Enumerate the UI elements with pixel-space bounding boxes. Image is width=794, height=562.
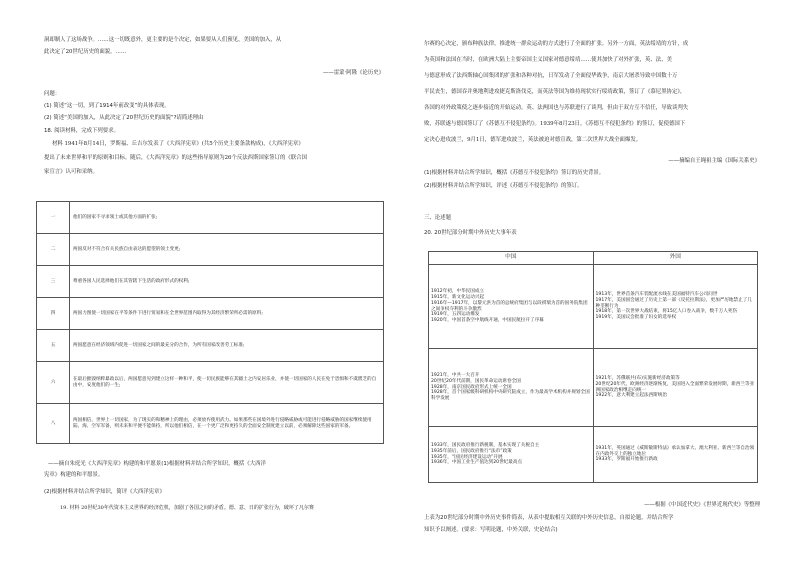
- cn-event: 1919年，五四运动爆发: [431, 312, 480, 318]
- cn-event: 1921年，中共一大召开: [431, 372, 480, 378]
- section-3-heading: 三、论述题: [424, 215, 451, 221]
- fr-event: 1931年，英国通过《威斯敏斯特法》承认加拿大、澳大利亚、新西兰等自治领在内政外交上的独立地位: [595, 445, 755, 457]
- cn-cell: [429, 265, 594, 349]
- fr-event: 1922年，意大利建立起法西斯统治: [595, 393, 667, 399]
- events-row: [429, 349, 758, 427]
- charter-num: 八: [37, 404, 70, 444]
- question-19-1: (1)根据材料并结合所学知识，概括《苏德互不侵犯条约》签订的历史背景。: [424, 170, 605, 176]
- question-20-text-2: 知识予以阐述。(要求：写明论题，中外关联，史论结合): [424, 527, 558, 533]
- fr-cell: [593, 427, 758, 483]
- material-19-line-2: 为英国和法国在当时，在欧洲大陆上主要帝国主义国家对德意绥靖……使其加快了对外扩张，英、法、美: [424, 57, 672, 63]
- fr-event: 1917年，美国国会通过了历史上第一部《反托拉斯法》，更加严厉地禁止了几种垄断行为: [595, 297, 752, 309]
- charter-text: 两国反对不符合有关民族自由表达的愿望的领土变更;: [70, 234, 384, 266]
- material-19-line-6: 败，苏联遂与德国签订了《苏德互不侵犯条约》。1939年8月23日，《苏德互不侵犯条约》的签订，促使德国下: [424, 121, 686, 127]
- material-19-line-3: 与德意形成了法西斯轴心国集团的扩张和各种对抗，日军发动了全面侵华战争，南京大屠杀导致中国数十万: [424, 73, 678, 79]
- cn-event: 1928年，首个国家级科研机构中央研究院成立，作为最高学术机构并规划全国科学发展: [431, 390, 590, 402]
- fr-cell: [593, 349, 758, 427]
- material-18-line-1: 材料 1941年8月14日，罗斯福、丘吉尔发表了《大西洋宪章》(共5个历史主要条款构成)，《大西洋宪章》: [52, 141, 304, 147]
- charter-num: 五: [37, 330, 70, 362]
- charter-row: [37, 234, 384, 266]
- charter-text: 两国相信，世界上一切国家，为了现实的和精神上的理由，必须放弃使用武力。如果那些在国境外进行侵略威胁或可能进行侵略威胁的国家继续使用陆、海、空军军备，则未来和平便不能保持，所以他们相信，在一个更广泛和更持久的全面安全制度建立以前，必须解除这些国家的军备。: [70, 404, 384, 444]
- material-19-source: ——摘编自王绳祖主编《国际关系史》: [668, 158, 760, 164]
- question-19-2: (2)根据材料并结合所学知识，评述《苏德互不侵犯条约》的签订。: [424, 183, 583, 189]
- question-1: (1) 简述“这一切，到了1914年前改变”的具体表现。: [44, 103, 170, 109]
- fr-event: 1921年，苏俄联共(布)实施新经济政策等: [595, 375, 680, 381]
- cn-event: 1916年—1917年，以黎元洪为首的总统府集团与以段祺瑞为首的国务院集团之间争权夺利的斗争激烈: [431, 300, 588, 312]
- cn-event: 1915年，新文化运动兴起: [431, 294, 485, 300]
- question-18: 18. 阅读材料，完成下列要求。: [44, 128, 119, 134]
- charter-text: 他们的国家不寻求领土或其他方面的扩张;: [70, 202, 384, 234]
- cn-event: 1912年初，中华民国成立: [431, 288, 485, 294]
- fr-event: 1913年，世界首条汽车装配流水线在美国福特汽车公司问世: [595, 291, 718, 297]
- cn-event: 20世纪20年代前期，国民革命运动席卷全国: [431, 378, 521, 384]
- charter-source: ——摘自朱庭光《大西洋宪章》构建的和平愿景: [48, 461, 162, 467]
- table-source: ——根据《中国近代史》《世界近现代史》等整理: [644, 502, 760, 508]
- charter-row: [37, 404, 384, 444]
- fr-event: 1918年，第一次世界大战结束，将15亿人口卷入战争，数千万人死伤: [595, 309, 738, 315]
- fr-event: 1933年，罗斯福开始推行新政: [595, 457, 658, 463]
- cn-cell: [429, 427, 594, 483]
- intro-line-1: 洞却制人了这场战争。……这一切既意外，更主要的是个决定，如果要从人们预见，美国的加入，从: [44, 37, 282, 43]
- question-18-2: (2)根据材料并结合所学知识，简评《大西洋宪章》: [44, 489, 165, 495]
- charter-num: 二: [37, 234, 70, 266]
- events-table: [428, 251, 758, 483]
- intro-source: ——雷蒙·阿隆《论历史》: [322, 70, 384, 76]
- fr-event: 1919年，美国议会批准了妇女的选举权: [595, 315, 677, 321]
- cn-event: 1928年，南京国民政府形式上统一全国: [431, 384, 512, 390]
- cn-event: 1935年前后，国民政府推行“法币”政策: [431, 448, 512, 454]
- intro-line-2: 此决定了20世纪历史的面貌。……: [44, 49, 127, 55]
- charter-num: 三: [37, 266, 70, 298]
- material-19-line-7: 定决心进攻波兰，9月1日，德军进攻波兰，英法被迫对德宣战，第二次世界大战全面爆发。: [424, 137, 642, 143]
- cn-event: 1935年，“国民经济建设运动”开展: [431, 454, 503, 460]
- fr-event: 20世纪20年代，欧洲经济逐渐恢复，美国进入全面繁荣发展时期，新西兰等亚洲国家政治相继走向统一: [595, 381, 755, 393]
- question-label: 问题：: [44, 91, 61, 97]
- events-row: [429, 265, 758, 349]
- question-18-1-a: (1)根据材料并结合所学知识，概括《大西洋: [161, 461, 266, 467]
- charter-text: 在最后摧毁纳粹暴政以后，两国愿意见到建立这样一种和平，使一切民族能够在其疆土之内安居乐业，并使一切国家的人民在免于恐惧和不虞匮乏的自由中，安度他们的一生;: [70, 362, 384, 404]
- question-20: 20. 20世纪部分时期中外历史大事年表: [424, 230, 517, 236]
- cn-event: 1920年，中国首条空中航线开通，中国民航拉开了序幕: [431, 318, 544, 324]
- charter-text: 两国愿意在经济领域内促进一切国家之间的最充分的合作，为所有国家改善劳工标准;: [70, 330, 384, 362]
- charter-num: 六: [37, 362, 70, 404]
- question-20-text-1: 上表为20世纪部分时期中外历史事件简表，从表中提取相互关联的中外历史信息，自拟论题，并结合所学: [424, 515, 674, 521]
- charter-num: 一: [37, 202, 70, 234]
- charter-row: [37, 298, 384, 330]
- charter-row: [37, 266, 384, 298]
- header-foreign: 外国: [593, 252, 758, 265]
- question-18-1-b: 宪章》构建的和平愿景。: [44, 472, 104, 478]
- cn-event: 1936年，中国工业生产值达到20世纪最高点: [431, 460, 523, 466]
- charter-text: 两国力图使一切国家在平等条件下进行贸易和在全世界范围内取得为其经济繁荣所必需的原料;: [70, 298, 384, 330]
- question-19-start: 19. 材料 20世纪30年代资本主义世界的经济危机，加剧了各国之间的矛盾。德、意、日的扩张行为，破坏了凡尔赛: [60, 505, 314, 511]
- charter-row: [37, 202, 384, 234]
- charter-row: [37, 330, 384, 362]
- fr-cell: [593, 265, 758, 349]
- material-18-line-2: 提出了未来世界和平的原则和目标。随后，《大西洋宪章》的这些指导原则为26个反法西斯国家签订的《联合国: [44, 155, 307, 161]
- charter-num: 四: [37, 298, 70, 330]
- charter-row: [37, 362, 384, 404]
- material-18-line-3: 家宣言》认可和采纳。: [44, 169, 98, 175]
- events-header-row: [429, 252, 758, 265]
- cn-event: 1933年，国民政府推行新税制，基本实现了关税自主: [431, 442, 540, 448]
- charter-text: 尊重各国人民选择他们在其管辖下生活的政府形式的权利;: [70, 266, 384, 298]
- atlantic-charter-table: [36, 201, 384, 444]
- header-china: 中国: [429, 252, 594, 265]
- material-19-line-1: 尔赛的心决定，颁布种族法律，推进统一群众运动的方式进行了全面的扩张。另外一方面，英法绥靖的方针，成: [424, 41, 689, 47]
- events-row: [429, 427, 758, 483]
- material-19-line-4: 平民丧生，德国吞并奥地利进攻捷克斯洛伐克，而英法等国为维持现状实行绥靖政策，签订了《慕尼黑协定》，: [424, 89, 686, 95]
- charter-source-with-question: [48, 460, 388, 470]
- cn-cell: [429, 349, 594, 427]
- question-2: (2) 简述“美国的加入，从此决定了20世纪历史的面貌”?请简述理由: [44, 115, 204, 121]
- material-19-line-5: 各国的对外政策使之逐步接近的开始运动。英、法两国也与苏联进行了谈判，但由于双方互不信任，导致谈判失: [424, 105, 689, 111]
